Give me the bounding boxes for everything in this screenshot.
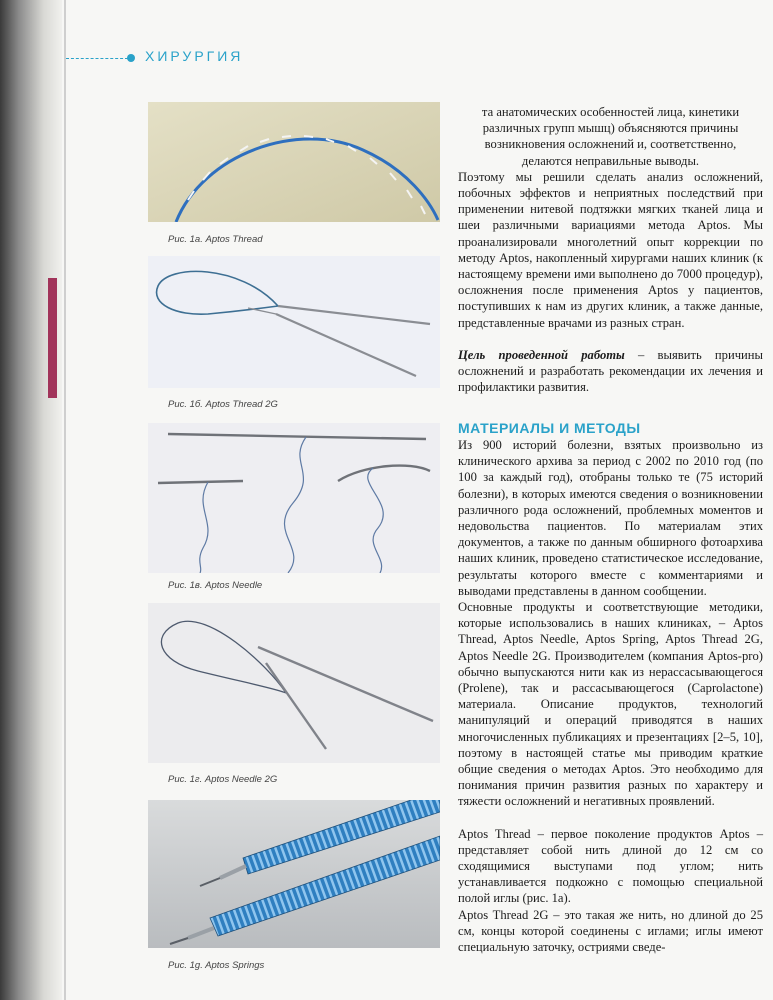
- photo-aptos-needle: [148, 423, 440, 573]
- figure-aptos-thread-2g: [148, 256, 440, 388]
- photo-aptos-springs: [148, 800, 440, 948]
- photo-aptos-thread-2g: [148, 256, 440, 388]
- section-title: ХИРУРГИЯ: [145, 48, 244, 64]
- aim-text: – выявить причины осложнений и разработать рекомендации их лечения и профилактики развития.: [458, 347, 763, 395]
- text-line: та анатомических особенностей лица, кинетики: [481, 105, 740, 119]
- figure-aptos-springs: [148, 800, 440, 948]
- paragraph: Поэтому мы решили сделать анализ осложнений, побочных эффектов и неприятных последствий при применении нитевой подтяжки мягких тканей лица и шеи различными вариациями метода Aptos. Мы проанализировали многолетний опыт коррекции по методу Aptos, накопленный хирургами наших клиник (к настоящему времени ими выполнено до 7000 процедур), осложнения после применения Aptos у пациентов, поступивших к нам из других клиник, а также данные, представленные врачами из разных стран.: [458, 169, 763, 330]
- figure-caption: Рис. 1а. Aptos Thread: [168, 234, 263, 245]
- figure-caption: Рис. 1g. Aptos Springs: [168, 960, 265, 971]
- aim-paragraph: [458, 347, 763, 396]
- section-tab-marker: [48, 278, 57, 398]
- text-line: возникновения осложнений и, соответственно,: [484, 137, 737, 152]
- figure-aptos-needle-2g: [148, 603, 440, 763]
- figure-aptos-needle: [148, 423, 440, 573]
- photo-aptos-thread: [148, 102, 440, 222]
- paragraph: Из 900 историй болезни, взятых произвольно из клинического архива за период с 2002 по 2010 год (по 100 за каждый год), отобраны только те (75 историй болезни), в которых имеются сведения о возникновении различного рода осложнений, проблемных моментов и недовольства пациентов. По материалам этих документов, а также по данным обширного фотоархива наших клиник, проведено статистическое исследование, результаты которого вместе с комментариями и выводами представлены в данном сообщении.: [458, 438, 763, 598]
- article-intro: [458, 104, 763, 395]
- paragraph: Aptos Thread – первое поколение продуктов Aptos – представляет собой нить длиной до 12 см со сходящимися выступами под углом; нить устанавливается подкожно с помощью специальной полой иглы (рис. 1а).: [458, 826, 763, 906]
- figure-caption: Рис. 1б. Aptos Thread 2G: [168, 399, 278, 410]
- page-gutter-line: [64, 0, 66, 1000]
- figure-caption: Рис. 1в. Aptos Needle: [168, 580, 263, 591]
- article-methods: [458, 437, 763, 955]
- text-line: делаются неправильные выводы.: [521, 153, 700, 168]
- aim-label: Цель проведенной работы: [458, 347, 625, 362]
- photo-aptos-needle-2g: [148, 603, 440, 763]
- paragraph: Aptos Thread 2G – это такая же нить, но длиной до 25 см, концы которой соединены с иглами; иглы имеют специальную заточку, остриями сведе-: [458, 907, 763, 955]
- scan-binding-shadow: [0, 0, 62, 1000]
- text-line: различных групп мышц) объясняются причины: [482, 121, 739, 136]
- figure-caption: Рис. 1г. Aptos Needle 2G: [168, 774, 278, 785]
- section-heading: МАТЕРИАЛЫ И МЕТОДЫ: [458, 420, 641, 436]
- figure-aptos-thread: [148, 102, 440, 222]
- section-dot-icon: [127, 54, 135, 62]
- paragraph: Основные продукты и соответствующие методики, которые использовались в наших клиниках, – Aptos Thread, Aptos Needle, Aptos Spring, Aptos Thread 2G, Aptos Needle 2G. Производителем (компания Aptos-pro) обычно выпускаются нити как из нерассасывающегося (Prolene), так и рассасывающегося (Caprolactone) материала. Описание продуктов, технологий манипуляций и операций приводятся в наших многочисленных публикациях и презентациях [2–5, 10], поэтому в настоящей статье мы приводим краткие общие сведения о методах Aptos. Это необходимо для понимания причин развития разных по характеру и тяжести осложнений и негативных проявлений.: [458, 600, 763, 809]
- section-rule: [66, 58, 128, 59]
